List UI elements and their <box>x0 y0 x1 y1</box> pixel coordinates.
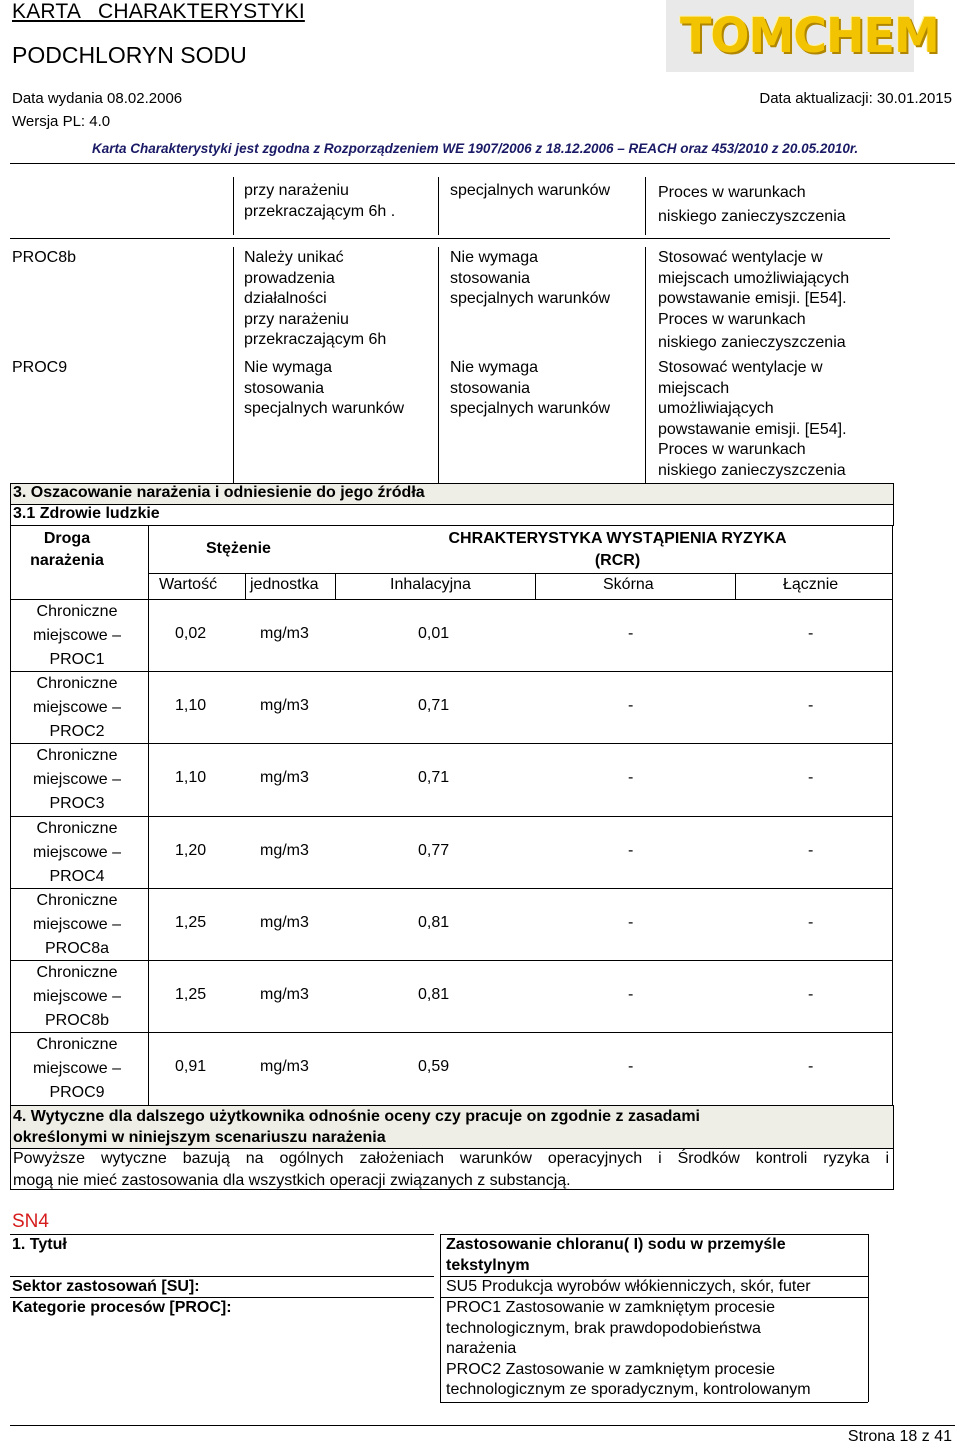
product-name: PODCHLORYN SODU <box>12 42 247 68</box>
text-line: technologicznym ze sporadycznym, kontrolowanym <box>446 1381 811 1399</box>
text-line: niskiego zanieczyszczenia <box>658 461 846 479</box>
text-line: powstawanie emisji. [E54]. <box>658 290 847 308</box>
cont-col2 <box>244 181 395 222</box>
table-rule <box>10 960 893 961</box>
text-line: stosowania <box>450 379 531 397</box>
text-line: prowadzenia <box>244 269 335 287</box>
text-line: Stosować wentylacje w <box>658 359 823 376</box>
text-line: Chroniczne <box>36 819 118 837</box>
text-line: Powyższe wytyczne bazują na ogólnych założeniach warunków operacyjnych i Środków kontroli ryzyka i <box>13 1150 889 1167</box>
proc9-col3 <box>450 358 610 420</box>
text-line: PROC1 <box>49 651 105 668</box>
route-cell <box>12 744 142 816</box>
text-line: Chroniczne <box>36 747 118 765</box>
text-line: stosowania <box>450 269 531 287</box>
text-line: narażenia <box>30 552 104 569</box>
sn4-proc-value <box>446 1298 811 1401</box>
update-date: Data aktualizacji: 30.01.2015 <box>759 90 952 107</box>
text-line: niskiego zanieczyszczenia <box>658 334 846 352</box>
text-line: specjalnych warunków <box>450 400 611 418</box>
cell-value: 1,25 <box>175 913 207 931</box>
text-line: miejscowe – <box>32 843 122 861</box>
sn4-su-value: SU5 Produkcja wyrobów włókienniczych, skór, futer <box>446 1278 811 1295</box>
route-cell <box>12 1033 142 1105</box>
text-line: miejscowe – <box>32 1060 122 1078</box>
text-line: miejscach umożliwiających <box>658 269 850 287</box>
cell-inhal: 0,71 <box>418 697 450 715</box>
text-line: Nie wymaga <box>450 359 539 376</box>
logo-text: TOMCHEM <box>680 6 939 64</box>
text-line: PROC2 Zastosowanie w zamkniętym procesie <box>446 1360 776 1378</box>
sn4-proc-label: Kategorie procesów [PROC]: <box>12 1299 232 1316</box>
text-line: miejscowe – <box>32 627 122 644</box>
cont-col4 <box>658 181 846 229</box>
text-line: miejscowe – <box>32 988 122 1005</box>
sub-value: Wartość <box>159 576 218 593</box>
text-line: niskiego zanieczyszczenia <box>658 208 846 225</box>
route-cell <box>12 672 142 744</box>
text-line: działalności <box>244 290 327 308</box>
cell-unit: mg/m3 <box>260 625 309 642</box>
section3-subtitle-bar <box>10 504 894 526</box>
text-line: Chroniczne <box>36 964 118 981</box>
section3-title-bar <box>10 483 894 505</box>
text-line: przy narażeniu <box>244 310 349 328</box>
sub-inhal: Inhalacyjna <box>390 576 471 593</box>
text-line: powstawanie emisji. [E54]. <box>658 420 847 438</box>
text-line: umożliwiających <box>658 400 774 418</box>
text-line: PROC2 <box>49 723 105 741</box>
text-line: PROC4 <box>49 867 105 885</box>
cell-unit: mg/m3 <box>260 769 309 787</box>
text-line: PROC3 <box>49 795 105 813</box>
cell-skin: - <box>628 1058 634 1076</box>
cell-total: - <box>808 913 814 931</box>
text-line: tekstylnym <box>446 1256 530 1274</box>
text-line: (RCR) <box>594 552 641 569</box>
cell-inhal: 0,59 <box>418 1058 450 1076</box>
cell-skin: - <box>628 769 634 787</box>
text-line: specjalnych warunków <box>450 290 611 308</box>
text-line: PROC1 Zastosowanie w zamkniętym procesie <box>446 1299 776 1316</box>
table-rule <box>233 247 234 483</box>
cell-inhal: 0,01 <box>418 625 450 642</box>
table-rule <box>10 599 893 600</box>
table-rule <box>10 238 890 239</box>
table-rule <box>535 573 536 600</box>
text-line: CHRAKTERYSTYKA WYSTĄPIENIA RYZYKA <box>448 530 787 547</box>
table-rule <box>10 888 893 889</box>
cell-value: 0,91 <box>175 1058 207 1076</box>
cell-value: 0,02 <box>175 625 207 642</box>
cell-unit: mg/m3 <box>260 913 309 931</box>
text-line: Należy unikać <box>244 249 344 266</box>
cell-unit: mg/m3 <box>260 986 309 1003</box>
cell-total: - <box>808 697 814 715</box>
text-line: Droga <box>43 530 91 547</box>
table-rule <box>10 671 893 672</box>
text-line: Proces w warunkach <box>658 310 806 328</box>
text-line: stosowania <box>244 379 325 397</box>
cell-total: - <box>808 986 814 1003</box>
table-rule <box>335 573 336 600</box>
text-line: miejscowe – <box>32 771 122 789</box>
text-line: Nie wymaga <box>244 359 333 376</box>
section4-text <box>13 1148 889 1192</box>
cell-inhal: 0,71 <box>418 769 450 787</box>
route-cell <box>12 600 142 672</box>
text-line: technologicznym, brak prawdopodobieństwa <box>446 1319 761 1337</box>
sn4-title-label: 1. Tytuł <box>12 1236 67 1253</box>
proc8b-col2 <box>244 248 386 351</box>
cell-skin: - <box>628 913 634 931</box>
table-rule <box>438 247 439 483</box>
text-line: PROC8b <box>44 1012 110 1029</box>
text-line: Chroniczne <box>36 1036 118 1054</box>
section3-title: 3. Oszacowanie narażenia i odniesienie do jego źródła <box>13 484 425 501</box>
table-rule <box>868 1234 869 1402</box>
head-concentration: Stężenie <box>206 540 271 557</box>
table-rule <box>735 573 736 600</box>
cell-skin: - <box>628 697 634 715</box>
page-number: Strona 18 z 41 <box>847 1428 952 1445</box>
cell-value: 1,20 <box>175 841 207 859</box>
cell-value: 1,10 <box>175 697 207 715</box>
company-logo <box>666 0 939 72</box>
text-line: przy narażeniu <box>244 182 349 199</box>
text-line: Stosować wentylacje w <box>658 249 823 266</box>
text-line: miejscowe – <box>32 699 122 717</box>
text-line: Zastosowanie chloranu( I) sodu w przemyśle <box>446 1236 786 1253</box>
table-rule <box>148 573 893 574</box>
text-line: Chroniczne <box>36 603 118 620</box>
cont-col3 <box>450 181 610 202</box>
cell-inhal: 0,77 <box>418 841 450 859</box>
text-line: PROC9 <box>49 1084 105 1102</box>
text-line: Proces w warunkach <box>658 184 806 201</box>
text-line: 4. Wytyczne dla dalszego użytkownika odnośnie oceny czy pracuje on zgodnie z zasadami <box>13 1108 700 1125</box>
route-cell <box>12 961 142 1033</box>
sn4-su-label: Sektor zastosowań [SU]: <box>12 1278 200 1295</box>
cell-skin: - <box>628 986 634 1003</box>
table-rule <box>245 573 246 600</box>
cell-unit: mg/m3 <box>260 1058 309 1076</box>
sub-unit: jednostka <box>250 576 319 593</box>
table-rule <box>10 1234 434 1235</box>
cell-unit: mg/m3 <box>260 697 309 715</box>
sn4-title-value <box>446 1235 786 1276</box>
table-rule <box>233 177 234 235</box>
cell-total: - <box>808 625 814 642</box>
text-line: Proces w warunkach <box>658 441 806 459</box>
cell-skin: - <box>628 625 634 642</box>
text-line: miejscowe – <box>32 915 122 933</box>
text-line: Chroniczne <box>36 891 118 909</box>
table-rule <box>10 743 893 744</box>
cell-value: 1,10 <box>175 769 207 787</box>
text-line: PROC8a <box>44 939 110 957</box>
table-rule <box>645 247 646 483</box>
route-cell <box>12 817 142 889</box>
head-rcr <box>425 528 810 572</box>
proc-code: PROC8b <box>12 249 77 266</box>
text-line: określonymi w niniejszym scenariuszu narażenia <box>13 1129 386 1146</box>
text-line: miejscach <box>658 379 730 397</box>
table-rule <box>645 177 646 235</box>
text-line: przekraczającym 6h <box>244 331 387 349</box>
document-type-title: KARTA CHARAKTERYSTYKI <box>12 0 305 23</box>
cell-total: - <box>808 769 814 787</box>
text-line: specjalnych warunków <box>450 182 611 199</box>
head-route <box>12 528 122 572</box>
table-rule <box>10 816 893 817</box>
proc8b-col4 <box>658 248 849 354</box>
footer-divider <box>10 1425 955 1426</box>
regulation-note: Karta Charakterystyki jest zgodna z Rozporządzeniem WE 1907/2006 z 18.12.2006 – REACH oraz 453/2010 z 20.05.2010r. <box>92 141 859 156</box>
proc9-col4 <box>658 358 847 482</box>
section4-text-box <box>10 1147 894 1190</box>
table-rule <box>10 1032 893 1033</box>
proc9-col2 <box>244 358 404 420</box>
cell-value: 1,25 <box>175 986 207 1003</box>
text-line: specjalnych warunków <box>244 400 405 418</box>
cell-total: - <box>808 841 814 859</box>
cell-skin: - <box>628 841 634 859</box>
scenario-label: SN4 <box>12 1211 49 1232</box>
proc-code: PROC9 <box>12 359 68 376</box>
sub-skin: Skórna <box>603 576 654 593</box>
route-cell <box>12 889 142 961</box>
text-line: przekraczającym 6h . <box>244 202 396 220</box>
text-line: Nie wymaga <box>450 249 539 266</box>
section3-subtitle: 3.1 Zdrowie ludzkie <box>13 505 160 522</box>
proc8b-col3 <box>450 248 610 310</box>
text-line: narażenia <box>446 1340 517 1358</box>
version: Wersja PL: 4.0 <box>12 113 111 130</box>
text-line: Chroniczne <box>36 675 118 693</box>
header-divider <box>10 163 955 164</box>
issue-date: Data wydania 08.02.2006 <box>12 90 183 107</box>
section4-title-bar <box>10 1105 894 1149</box>
section4-title <box>13 1106 700 1148</box>
cell-unit: mg/m3 <box>260 841 309 859</box>
text-line: mogą nie mieć zastosowania dla wszystkich operacji związanych z substancją. <box>13 1172 571 1189</box>
table-rule <box>440 1402 868 1403</box>
table-rule <box>438 177 439 235</box>
sub-total: Łącznie <box>783 576 839 593</box>
cell-total: - <box>808 1058 814 1076</box>
cell-inhal: 0,81 <box>418 986 450 1003</box>
cell-inhal: 0,81 <box>418 913 450 931</box>
table-rule <box>440 1234 441 1402</box>
